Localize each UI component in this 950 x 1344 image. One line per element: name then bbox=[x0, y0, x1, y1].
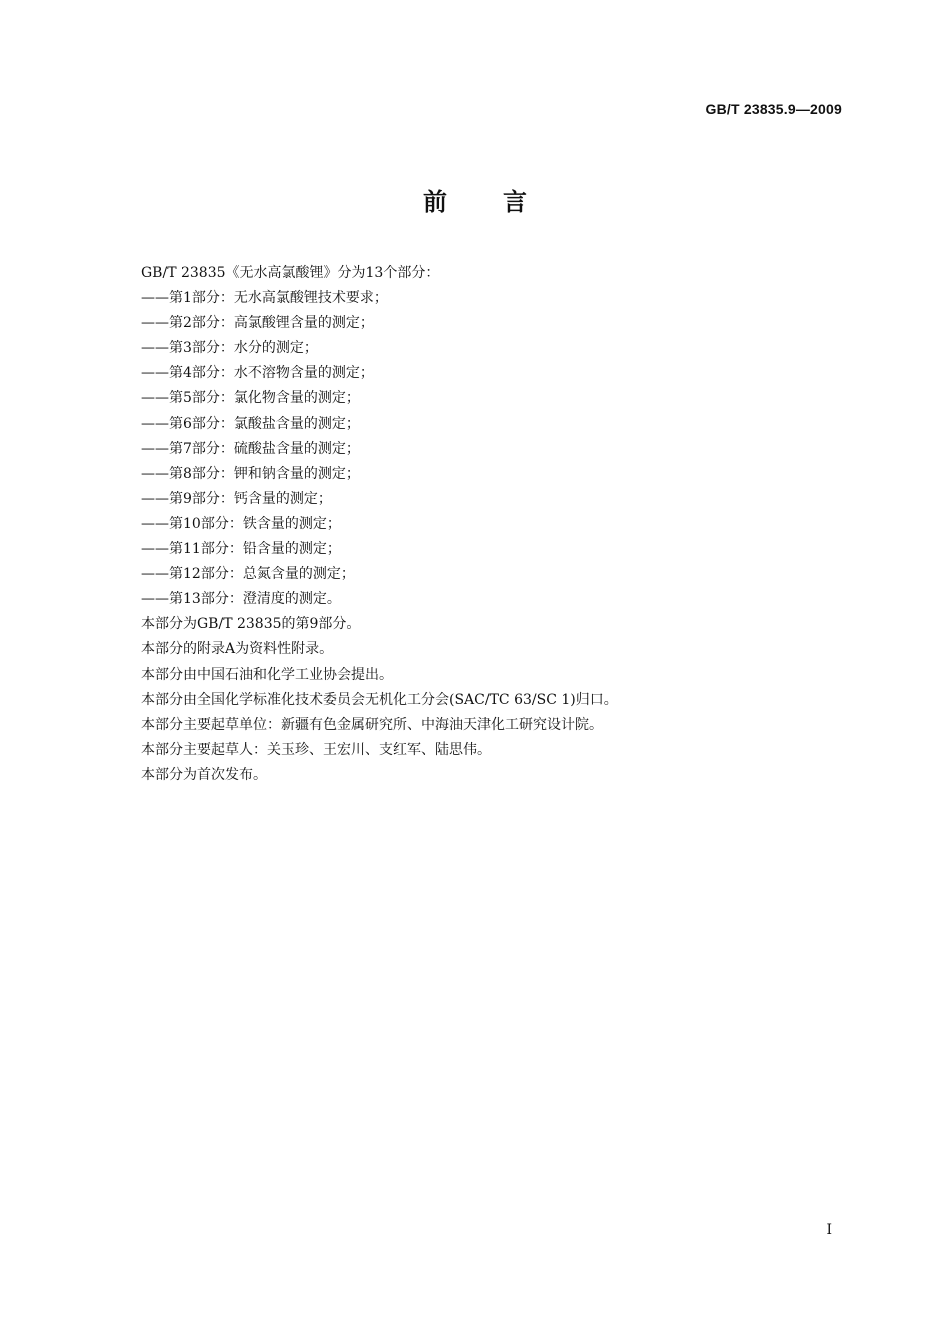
part-item-5: ——第5部分：氯化物含量的测定； bbox=[141, 390, 360, 407]
page-number: I bbox=[826, 1222, 832, 1238]
statement-drafters: 本部分主要起草人：关玉珍、王宏川、支红军、陆思伟。 bbox=[141, 741, 491, 758]
standard-code: GB/T 23835.9—2009 bbox=[705, 101, 842, 117]
page-title: 前言 bbox=[423, 188, 583, 216]
part-item-8: ——第8部分：钾和钠含量的测定； bbox=[141, 465, 360, 482]
part-item-7: ——第7部分：硫酸盐含量的测定； bbox=[141, 440, 360, 457]
statement-first-release: 本部分为首次发布。 bbox=[141, 766, 267, 783]
statement-drafting-units: 本部分主要起草单位：新疆有色金属研究所、中海油天津化工研究设计院。 bbox=[141, 716, 603, 733]
statement-committee: 本部分由全国化学标准化技术委员会无机化工分会(SAC/TC 63/SC 1)归口。 bbox=[141, 691, 618, 708]
statement-annex: 本部分的附录A为资料性附录。 bbox=[141, 641, 334, 658]
part-item-4: ——第4部分：水不溶物含量的测定； bbox=[141, 365, 374, 382]
part-item-9: ——第9部分：钙含量的测定； bbox=[141, 490, 332, 507]
part-item-13: ——第13部分：澄清度的测定。 bbox=[141, 591, 341, 608]
intro-line: GB/T 23835《无水高氯酸锂》分为13个部分： bbox=[141, 265, 440, 281]
part-item-2: ——第2部分：高氯酸锂含量的测定； bbox=[141, 315, 374, 332]
part-item-3: ——第3部分：水分的测定； bbox=[141, 340, 318, 357]
foreword-body bbox=[141, 261, 841, 788]
part-item-1: ——第1部分：无水高氯酸锂技术要求； bbox=[141, 290, 388, 307]
part-item-12: ——第12部分：总氮含量的测定； bbox=[141, 566, 355, 583]
part-item-11: ——第11部分：铅含量的测定； bbox=[141, 541, 341, 558]
statement-proposer: 本部分由中国石油和化学工业协会提出。 bbox=[141, 666, 393, 683]
part-item-6: ——第6部分：氯酸盐含量的测定； bbox=[141, 415, 360, 432]
part-item-10: ——第10部分：铁含量的测定； bbox=[141, 515, 341, 532]
statement-part-number: 本部分为GB/T 23835的第9部分。 bbox=[141, 616, 361, 633]
